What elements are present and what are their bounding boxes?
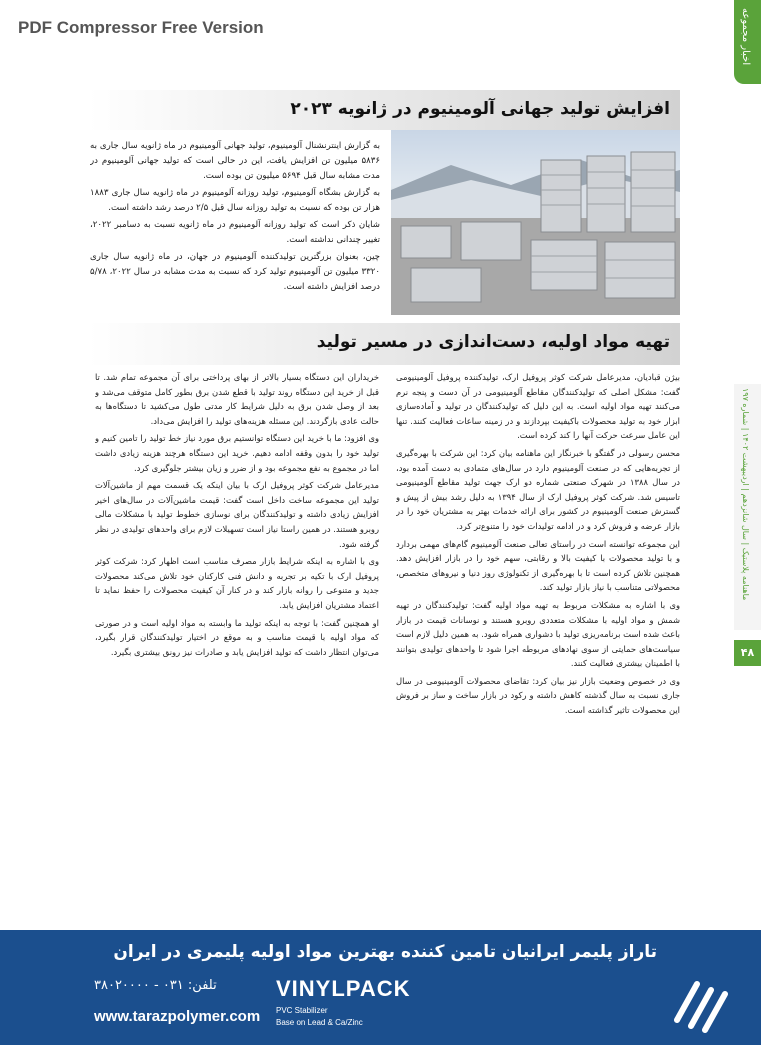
article2-paragraph: وی در خصوص وضعیت بازار نیز بیان کرد: تقاضای محصولات آلومینیومی در سال جاری نسبت به سال گذشته کاهش داشته و رکود در بازار ساخت و ساز بر فروش این محصولات تاثیر گذاشته است. xyxy=(396,675,680,716)
taraz-logo-icon xyxy=(667,970,733,1036)
section-tab[interactable] xyxy=(734,0,761,84)
ad-brand-subtitle: PVC Stabilizer xyxy=(276,1006,328,1015)
ad-phone-number: ۰۳۱ - ۳۸۰۲۰۰۰۰ xyxy=(94,978,184,993)
advertisement-banner[interactable] xyxy=(0,930,761,1045)
article1-paragraph: به گزارش اینترنشنال آلومینیوم، تولید جهانی آلومینیوم در ماه ژانویه سال جاری به ۵۸۳۶ میلیون تن افزایش یافت، این در حالی است که تولید جهانی آلومینیوم در مدت مشابه سال قبل ۵۶۹۴ میلیون تن بوده است. xyxy=(90,141,380,181)
article2-paragraph: وی با اشاره به مشکلات مربوط به تهیه مواد اولیه گفت: تولیدکنندگان در تهیه شمش و مواد اولیه با مشکلات متعددی روبرو هستند و نوسانات قیمت در بازار باعث شده است برنامه‌ریزی تولید با دشواری همراه شود. به همین دلیل لازم است سیاست‌های حمایتی از سوی نهادهای مربوطه اجرا شود تا واحدهای تولیدی بتوانند با اطمینان بیشتری فعالیت کنند. xyxy=(396,599,680,669)
article2-title: تهیه مواد اولیه، دست‌اندازی در مسیر تولید xyxy=(316,332,670,352)
article1-headband xyxy=(88,90,680,130)
ad-website-link[interactable]: www.tarazpolymer.com xyxy=(94,1008,261,1025)
running-header-strip xyxy=(734,384,761,630)
article1-paragraph: چین، بعنوان بزرگترین تولیدکننده آلومینیوم در جهان، در ماه ژانویه سال جاری ۳۳۲۰ میلیون تن آلومینیوم تولید کرد که نسبت به مدت مشابه در سال ۲۰۲۲، ۵/۷۸ درصد افزایش داشته است. xyxy=(90,252,380,292)
section-tab-label: اخبار مجموعه xyxy=(740,8,751,66)
article2-paragraph: وی با اشاره به اینکه شرایط بازار مصرف مناسب است اظهار کرد: شرکت کوثر پروفیل ارک با تکیه بر تجربه و دانش فنی کارکنان خود تلاش می‌کند محصولات جدید و متنوعی را روانه بازار کند و در کنار آن کیفیت محصولات را حفظ نماید تا اعتماد مشتریان افزایش یابد. xyxy=(95,556,379,610)
article2-paragraph: خریداران این دستگاه بسیار بالاتر از بهای پرداختی برای آن مجموعه تمام شد. تا قبل از خرید این دستگاه روند تولید با قطع شدن برق بطور کامل متوقف می‌شد و بعد از وصل شدن برق به دلیل شرایط کار مدتی طول می‌کشید تا دستگاه‌ها به حالت عادی بازگردند. این مسئله هزینه‌های تولید را افزایش می‌داد. xyxy=(95,372,379,426)
watermark-label: PDF Compressor Free Version xyxy=(18,18,264,37)
article1-paragraph: به گزارش بشگاه آلومینیوم، تولید روزانه آلومینیوم در ماه ژانویه سال جاری ۱۸۸۳ هزار تن بوده که نسبت به تولید روزانه سال قبل ۲/۵ درصد رشد داشته است. xyxy=(90,188,380,213)
article1-paragraph: شایان ذکر است که تولید روزانه آلومینیوم در ماه ژانویه نسبت به دسامبر ۲۰۲۲، تغییر چندانی نداشته است. xyxy=(90,220,380,245)
ad-phone-label: تلفن: xyxy=(187,978,217,993)
article1-body xyxy=(90,139,380,315)
article1-title: افزایش تولید جهانی آلومینیوم در ژانویه ۲۰۲۳ xyxy=(290,99,670,119)
page-number: ۴۸ xyxy=(734,640,761,666)
article2-paragraph: محسن رسولی در گفتگو با خبرنگار این ماهنامه بیان کرد: این شرکت با بهره‌گیری از تجربه‌هایی که در صنعت آلومینیوم دارد در سال‌های متمادی به دست آمده بود، در سال ۱۳۸۸ در شهرک صنعتی شماره دو ارک جهت تولید مقاطع آلومینیومی تاسیس شد. شرکت کوثر پروفیل ارک از سال ۱۳۹۴ به دلیل رشد بیش از پیش و گسترش صنعت آلومینیوم در کشور برای ارائه خدمات بهتر به مشتریان خود را در بازار عرضه و فروش کرد و در ادامه تولیدات خود را متنوع‌تر کرد. xyxy=(396,447,680,531)
ad-headline: تاراز پلیمر ایرانیان تامین کننده بهترین مواد اولیه پلیمری در ایران xyxy=(113,942,657,962)
article2-paragraph: مدیرعامل شرکت کوثر پروفیل ارک با بیان اینکه یک قسمت مهم از ماشین‌آلات تولید این مجموعه ساخت داخل است گفت: قیمت ماشین‌آلات در سال‌های اخیر افزایش زیادی داشته و تولیدکنندگان برای نوسازی خطوط تولید با مشکلات مالی روبرو هستند. در همین راستا نیاز است تسهیلات لازم برای واحدهای تولیدی در نظر گرفته شود. xyxy=(95,480,379,549)
article2-paragraph: او همچنین گفت: با توجه به اینکه تولید ما وابسته به مواد اولیه است و در صورتی که مواد اولیه با قیمت مناسب و به موقع در اختیار تولیدکنندگان قرار بگیرد، می‌توان انتظار داشت که تولید افزایش یابد و صادرات نیز رونق بیشتری بگیرد. xyxy=(95,617,379,657)
article2-paragraph: این مجموعه توانسته است در راستای تعالی صنعت آلومینیوم گام‌های مهمی بردارد و با تولید محصولات با کیفیت بالا و رقابتی، سهم خود را در بازار افزایش دهد. همچنین تلاش کرده است تا با بهره‌گیری از تکنولوژی روز دنیا و نیروهای متخصص، محصولاتی متناسب با نیاز بازار تولید کند. xyxy=(396,538,680,593)
ad-phone xyxy=(94,978,217,993)
ingots-illustration xyxy=(391,130,680,315)
article2-column-left xyxy=(95,370,379,922)
article2-column-right xyxy=(396,370,680,922)
ad-brand-subtitle: Base on Lead & Ca/Zinc xyxy=(276,1018,363,1027)
aluminium-ingots-photo xyxy=(391,130,680,315)
ad-brand-name: VINYLPACK xyxy=(276,976,411,1001)
article2-paragraph: وی افزود: ما با خرید این دستگاه توانستیم برق مورد نیاز خط تولید را تامین کنیم و تولید خود را بدون وقفه ادامه دهیم. خرید این دستگاه هرچند هزینه زیادی داشت اما در مجموع به نفع مجموعه بود و از ضرر و زیان بیشتر جلوگیری کرد. xyxy=(95,433,379,473)
article2-paragraph: بیژن قبادیان، مدیرعامل شرکت کوثر پروفیل ارک، تولیدکننده پروفیل آلومینیومی گفت: مشکل اصلی که تولیدکنندگان مقاطع آلومینیومی در آن دست و پنجه نرم می‌کنند تهیه مواد اولیه است. به این دلیل که تولیدکنندگان در تولید و آماده‌سازی ابزار خود به تولید محصولات باکیفیت بپردازند و در زمینه ساعات فعالیت کنند. تنها این عامل سرعت حرکت آنها را کند کرده است. xyxy=(396,372,680,441)
running-header-text: ماهنامه پلاستیک | سال شانزدهم | اردیبهشت ۱۴۰۲ | شماره ۱۹۷ xyxy=(741,388,750,601)
article2-headband xyxy=(88,323,680,365)
